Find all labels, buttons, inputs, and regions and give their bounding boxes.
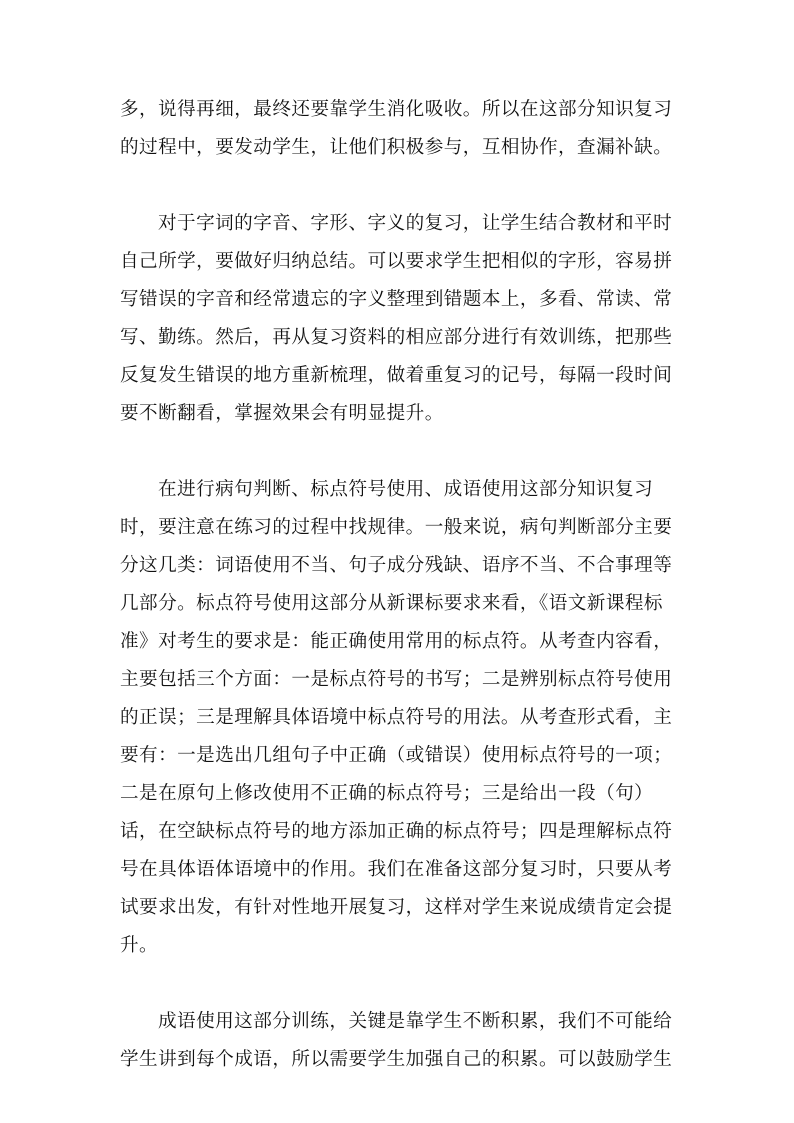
text-line: 在进行病句判断、标点符号使用、成语使用这部分知识复习	[158, 479, 654, 500]
text-line: 要不断翻看，掌握效果会有明显提升。	[120, 403, 444, 424]
text-line: 升。	[120, 935, 159, 956]
paragraph-4	[120, 1003, 680, 1079]
text-line: 二是在原句上修改使用不正确的标点符号；三是给出一段（句）	[120, 783, 654, 804]
document-page	[120, 91, 680, 1079]
text-line: 时，要注意在练习的过程中找规律。一般来说，病句判断部分主要	[120, 517, 673, 538]
text-line: 准》对考生的要求是：能正确使用常用的标点符。从考查内容看，	[120, 631, 673, 652]
text-line: 自己所学，要做好归纳总结。可以要求学生把相似的字形，容易拼	[120, 251, 673, 272]
text-line: 的正误；三是理解具体语境中标点符号的用法。从考查形式看，主	[120, 707, 673, 728]
text-line: 成语使用这部分训练，关键是靠学生不断积累，我们不可能给	[158, 1011, 673, 1032]
text-line: 试要求出发，有针对性地开展复习，这样对学生来说成绩肯定会提	[120, 897, 673, 918]
text-line: 多，说得再细，最终还要靠学生消化吸收。所以在这部分知识复习	[120, 99, 673, 120]
paragraph-1	[120, 91, 680, 167]
paragraph-spacer	[120, 433, 680, 471]
text-line: 话，在空缺标点符号的地方添加正确的标点符号；四是理解标点符	[120, 821, 673, 842]
text-line: 几部分。标点符号使用这部分从新课标要求来看，《语文新课程标	[120, 593, 663, 614]
text-line: 写错误的字音和经常遗忘的字义整理到错题本上，多看、常读、常	[120, 289, 673, 310]
text-line: 号在具体语体语境中的作用。我们在准备这部分复习时，只要从考	[120, 859, 673, 880]
paragraph-2	[120, 205, 680, 433]
paragraph-3	[120, 471, 680, 965]
text-line: 写、勤练。然后，再从复习资料的相应部分进行有效训练，把那些	[120, 327, 673, 348]
text-line: 主要包括三个方面：一是标点符号的书写；二是辨别标点符号使用	[120, 669, 673, 690]
text-line: 要有：一是选出几组句子中正确（或错误）使用标点符号的一项；	[120, 745, 673, 766]
paragraph-spacer	[120, 965, 680, 1003]
text-line: 分这几类：词语使用不当、句子成分残缺、语序不当、不合事理等	[120, 555, 673, 576]
text-line: 对于字词的字音、字形、字义的复习，让学生结合教材和平时	[158, 213, 673, 234]
paragraph-spacer	[120, 167, 680, 205]
text-line: 反复发生错误的地方重新梳理，做着重复习的记号，每隔一段时间	[120, 365, 673, 386]
text-line: 学生讲到每个成语，所以需要学生加强自己的积累。可以鼓励学生	[120, 1049, 673, 1070]
text-line: 的过程中，要发动学生，让他们积极参与，互相协作，查漏补缺。	[120, 137, 673, 158]
